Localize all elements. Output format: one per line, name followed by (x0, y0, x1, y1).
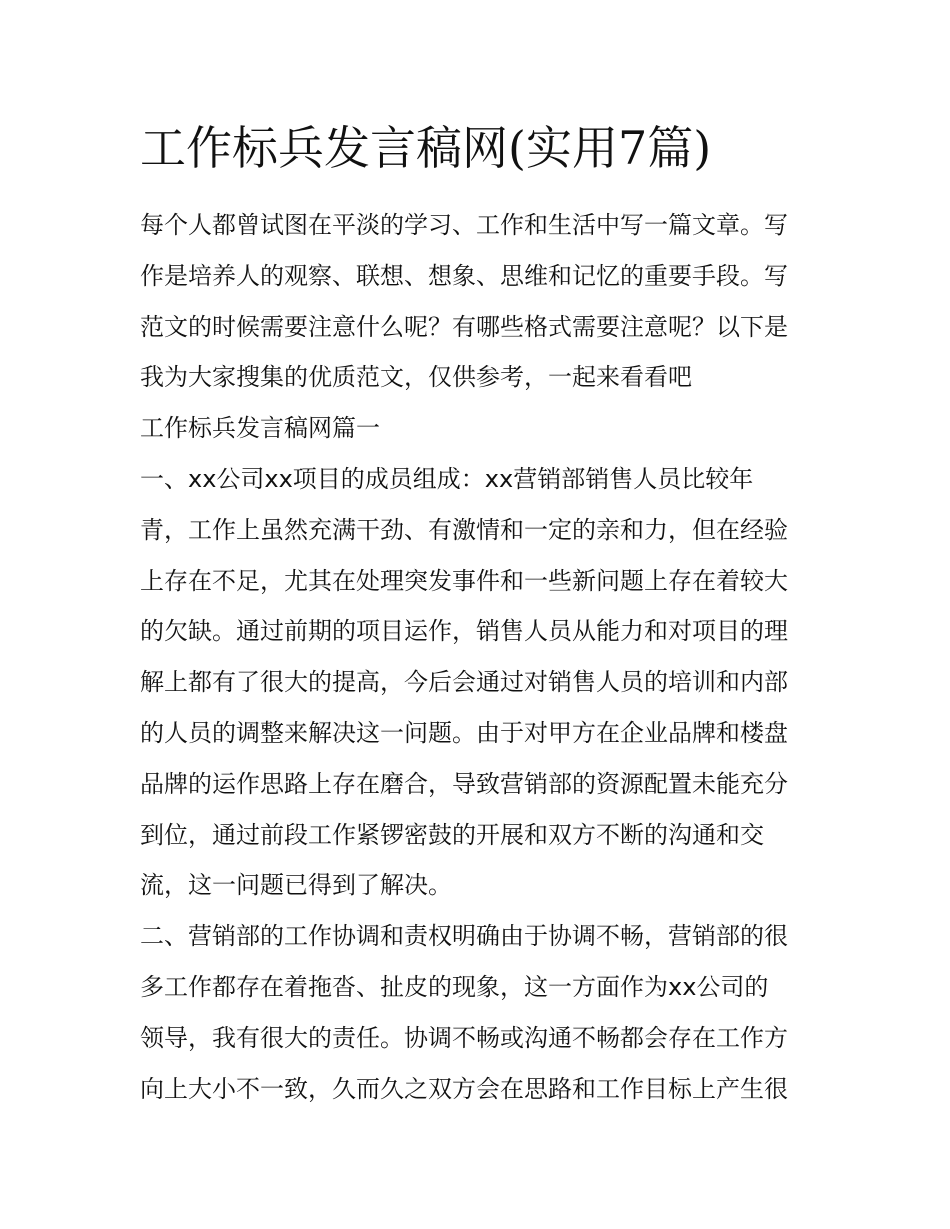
text-line: 到位，通过前段工作紧锣密鼓的开展和双方不断的沟通和交 (140, 820, 764, 849)
text-line: 青，工作上虽然充满干劲、有激情和一定的亲和力，但在经验 (140, 515, 788, 544)
text-line: 一、xx公司xx项目的成员组成：xx营销部销售人员比较年 (140, 464, 754, 493)
text-line: 我为大家搜集的优质范文，仅供参考，一起来看看吧 (140, 363, 692, 392)
document-title: 工作标兵发言稿网(实用7篇) (140, 121, 712, 175)
text-line: 向上大小不一致，久而久之双方会在思路和工作目标上产生很 (140, 1074, 788, 1103)
text-line: 范文的时候需要注意什么呢？有哪些格式需要注意呢？以下是 (140, 312, 788, 341)
text-line: 上存在不足，尤其在处理突发事件和一些新问题上存在着较大 (140, 566, 788, 595)
text-line: 领导，我有很大的责任。协调不畅或沟通不畅都会存在工作方 (140, 1023, 788, 1052)
text-line: 的欠缺。通过前期的项目运作，销售人员从能力和对项目的理 (140, 617, 788, 646)
text-line: 二、营销部的工作协调和责权明确由于协调不畅，营销部的很 (140, 922, 788, 951)
text-line: 的人员的调整来解决这一问题。由于对甲方在企业品牌和楼盘 (140, 718, 788, 747)
text-line: 流，这一问题已得到了解决。 (140, 871, 452, 900)
text-line: 解上都有了很大的提高，今后会通过对销售人员的培训和内部 (140, 668, 788, 697)
section-heading: 工作标兵发言稿网篇一 (140, 414, 380, 443)
text-line: 品牌的运作思路上存在磨合，导致营销部的资源配置未能充分 (140, 769, 788, 798)
text-line: 多工作都存在着拖沓、扯皮的现象，这一方面作为xx公司的 (140, 972, 769, 1001)
text-line: 每个人都曾试图在平淡的学习、工作和生活中写一篇文章。写 (140, 211, 788, 239)
text-line: 作是培养人的观察、联想、想象、思维和记忆的重要手段。写 (140, 261, 788, 290)
document-body (140, 200, 840, 1114)
